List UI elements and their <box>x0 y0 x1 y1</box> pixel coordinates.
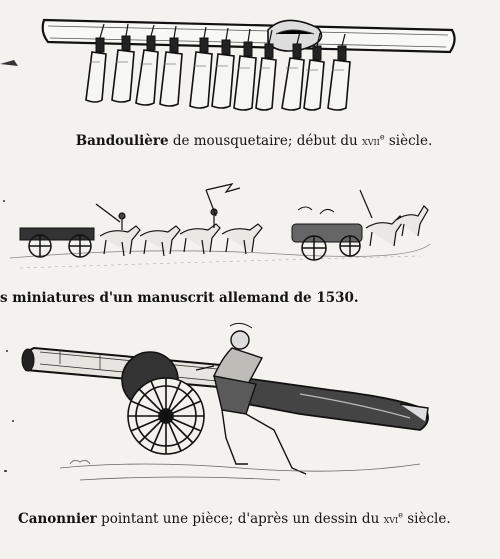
scan-speck <box>6 350 8 352</box>
caption-century-sup: e <box>379 132 385 142</box>
bandoliere-engraving <box>0 0 500 120</box>
caption-century: xvii <box>362 134 380 148</box>
caption-text: pointant une pièce; d'après un dessin du <box>96 511 384 527</box>
caption-end: siècle. <box>402 511 451 527</box>
caption-canonnier <box>18 511 500 527</box>
caption-bold-term: Bandoulière <box>75 133 169 149</box>
caption-text: de mousquetaire; début du <box>168 133 363 149</box>
artillery-train-engraving <box>0 170 500 285</box>
caption-century: xvi <box>383 512 399 526</box>
caption-text: s miniatures d'un manuscrit allemand de 1530. <box>0 290 359 306</box>
scan-speck <box>12 420 14 422</box>
scan-speck <box>4 470 7 472</box>
caption-miniatures <box>0 290 500 306</box>
caption-bold-term: Canonnier <box>18 511 97 527</box>
gunner-cannon-engraving <box>0 318 500 508</box>
caption-century-sup: e <box>398 510 403 520</box>
caption-bandouliere <box>0 133 500 149</box>
caption-end: siècle. <box>384 133 433 149</box>
scan-speck <box>3 200 5 202</box>
